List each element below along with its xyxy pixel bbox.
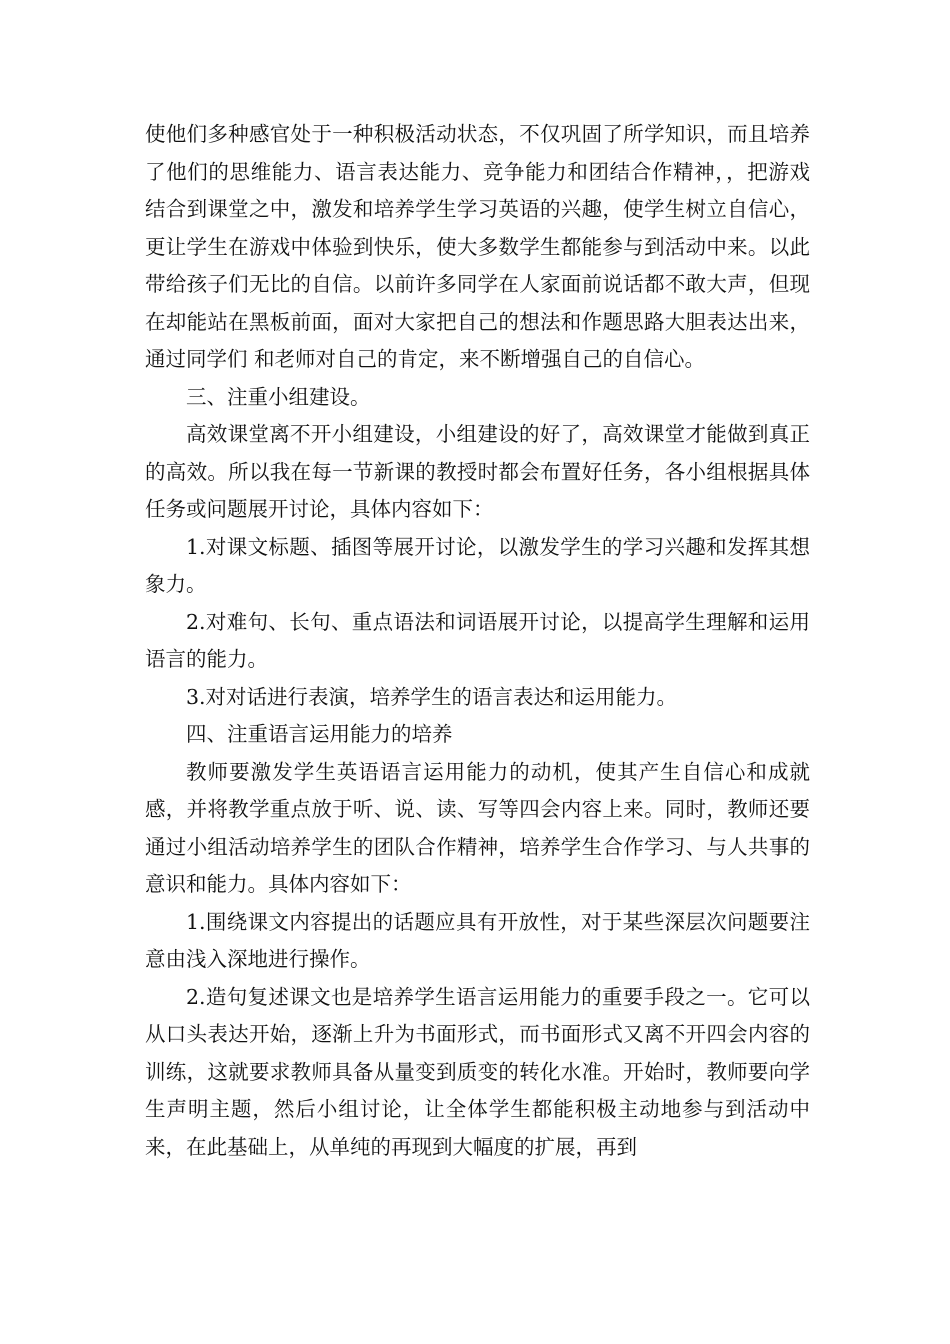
heading-section-four: 四、注重语言运用能力的培养 xyxy=(186,722,453,746)
paragraph-group-building: 高效课堂离不开小组建设，小组建设的好了，高效课堂才能做到真正的高效。所以我在每一节新课的教授时都会布置好任务，各小组根据具体任务或问题展开讨论，具体内容如下： xyxy=(145,422,810,521)
paragraph-continuation: 使他们多种感官处于一种积极活动状态，不仅巩固了所学知识，而且培养了他们的思维能力、语言表达能力、竞争能力和团结合作精神，，把游戏结合到课堂之中，激发和培养学生学习英语的兴趣，使学生树立自信心，更让学生在游戏中体验到快乐，使大多数学生都能参与到活动中来。以此带给孩子们无比的自信。以前许多同学在人家面前说话都不敢大声，但现在却能站在黑板前面，面对大家把自己的想法和作题思路大胆表达出来，通过同学们 和老师对自己的肯定，来不断增强自己的自信心。 xyxy=(145,122,810,371)
document-page xyxy=(145,116,810,1166)
list-item-group-3: 3.对对话进行表演，培养学生的语言表达和运用能力。 xyxy=(186,684,678,709)
list-item-group-1: 1.对课文标题、插图等展开讨论，以激发学生的学习兴趣和发挥其想象力。 xyxy=(145,534,810,596)
list-item-language-1: 1.围绕课文内容提出的话题应具有开放性，对于某些深层次问题要注意由浅入深地进行操作。 xyxy=(145,909,810,971)
heading-section-three: 三、注重小组建设。 xyxy=(186,384,371,409)
list-item-language-2: 2.造句复述课文也是培养学生语言运用能力的重要手段之一。它可以从口头表达开始，逐渐上升为书面形式，而书面形式又离不开四会内容的训练，这就要求教师具备从量变到质变的转化水准。开始时，教师要向学生声明主题，然后小组讨论，让全体学生都能积极主动地参与到活动中来，在此基础上，从单纯的再现到大幅度的扩展，再到 xyxy=(145,984,810,1159)
list-item-group-2: 2.对难句、长句、重点语法和词语展开讨论，以提高学生理解和运用语言的能力。 xyxy=(145,609,810,671)
paragraph-language-use: 教师要激发学生英语语言运用能力的动机，使其产生自信心和成就感，并将教学重点放于听、说、读、写等四会内容上来。同时，教师还要通过小组活动培养学生的团队合作精神，培养学生合作学习、与人共事的意识和能力。具体内容如下： xyxy=(145,759,810,896)
